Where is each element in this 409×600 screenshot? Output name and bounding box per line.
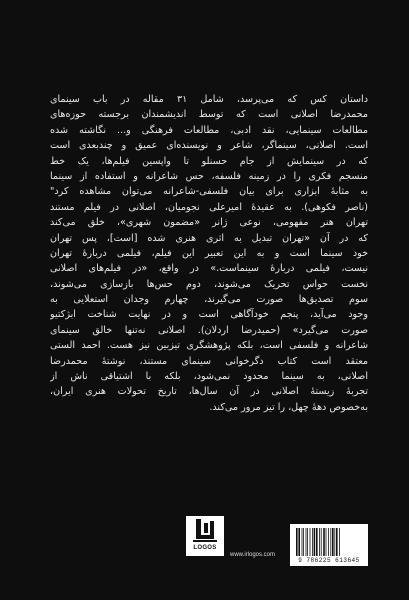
blurb-line: که در آن «تهران تبدیل به اثری هنری شده [است]، پس تهران (50, 232, 368, 244)
barcode-bar (319, 528, 320, 556)
blurb-line: تجربهٔ زیستهٔ اصلانی در آن سال‌ها، تاریخ تحولات هنری ایران، (50, 386, 368, 398)
barcode-bar (339, 528, 340, 556)
blurb-line: محمدرضا اصلانی است که توسط اندیشمندان برجسته حوزه‌های (50, 109, 368, 121)
blurb-line: تهران هنر مفهومی، نوعی ژانر «مضمون شهری»، خلق می‌کند (50, 217, 368, 229)
barcode-bar (307, 528, 308, 556)
blurb-line: خود سینما است و به این تعبیر این فیلم، فیلمی دربارهٔ تهران (50, 247, 368, 259)
blurb-line: به‌خصوص دههٔ چهل، را تیز مرور می‌کند. (209, 401, 368, 413)
barcode-graphic (295, 528, 363, 556)
blurb-line: صورت می‌گیرد» (حمیدرضا اردلان). اصلانی نه‌تنها خالق سینمای (50, 324, 368, 336)
barcode-bar (296, 528, 298, 556)
blurb-line: داستان کس که می‌پرسد، شامل ۳۱ مقاله در باب سینمای (50, 94, 368, 105)
barcode-bar (336, 528, 338, 556)
blurb-line: منسجم فکری را در زمینه فلسفه، حس شاعرانه و استفاده از سینما (50, 170, 368, 182)
logos-emblem-icon (190, 518, 220, 544)
isbn-number: 9 786225 613645 (298, 557, 360, 564)
barcode-bar (302, 528, 303, 556)
blurb-line: شاعرانه و فلسفی است، بلکه پژوهشگری تیزبین نیز هست. احمد الستی (50, 340, 368, 352)
barcode-bar (306, 528, 307, 556)
publisher-website: www.irlogos.com (230, 552, 276, 558)
barcode-bar (321, 528, 322, 556)
blurb-line: نخست حواس تحریک می‌شوند، دوم حس‌ها بازسازی می‌شوند، (50, 278, 368, 290)
publisher-logo (186, 516, 224, 556)
blurb-line: اصلانی، به سینما محدود نمی‌شود، بلکه با اشتیاقی ناش از (50, 371, 368, 383)
barcode-bar (303, 528, 304, 556)
blurb-line: است. اصلانی، سینماگر، شاعر و نویسنده‌ای عمیق و چندبعدی است (50, 140, 368, 152)
barcode-bar (323, 528, 325, 556)
barcode-bar (316, 528, 318, 556)
blurb-line: سوم تصدیق‌ها صورت می‌گیرند، چهارم وجدان استعلایی به (50, 294, 368, 306)
barcode-bar (298, 528, 300, 556)
blurb-line: که در سینمایش از جام حسنلو تا واپسین فیلم‌ها، یک خط (50, 155, 368, 167)
isbn-barcode (290, 524, 368, 566)
barcode-bar (314, 528, 316, 556)
blurb-line: معتقد است کتاب دگرخوانی سینمای مستند، نوشتهٔ محمدرضا (50, 355, 368, 367)
blurb-line: وجود می‌آید، پنجم خودآگاهی است و در نهایت شناخت ابژکتیو (50, 309, 368, 321)
barcode-bar (310, 528, 311, 556)
barcode-bar (330, 528, 331, 556)
barcode-bar (332, 528, 334, 556)
blurb-line: (ناصر فکوهی). به عقیدهٔ امیرعلی نجومیان، اصلانی در فیلم مستند (50, 201, 368, 213)
barcode-bar (326, 528, 327, 556)
barcode-bar (312, 528, 313, 556)
publisher-name: LOGOS (193, 545, 217, 551)
barcode-bar (334, 528, 335, 556)
back-cover-blurb (50, 92, 368, 415)
blurb-line: مطالعات سینمایی، نقد ادبی، مطالعات فرهنگی و... نگاشته شده (50, 124, 368, 136)
blurb-line: به مثابهٔ ابزاری برای بیان فلسفی-شاعرانه می‌توان مشاهده کرد" (50, 186, 368, 198)
barcode-bar (328, 528, 329, 556)
blurb-line: نیست، فیلمی دربارهٔ سینماست.» در واقع، «در فیلم‌های اصلانی (50, 263, 368, 275)
